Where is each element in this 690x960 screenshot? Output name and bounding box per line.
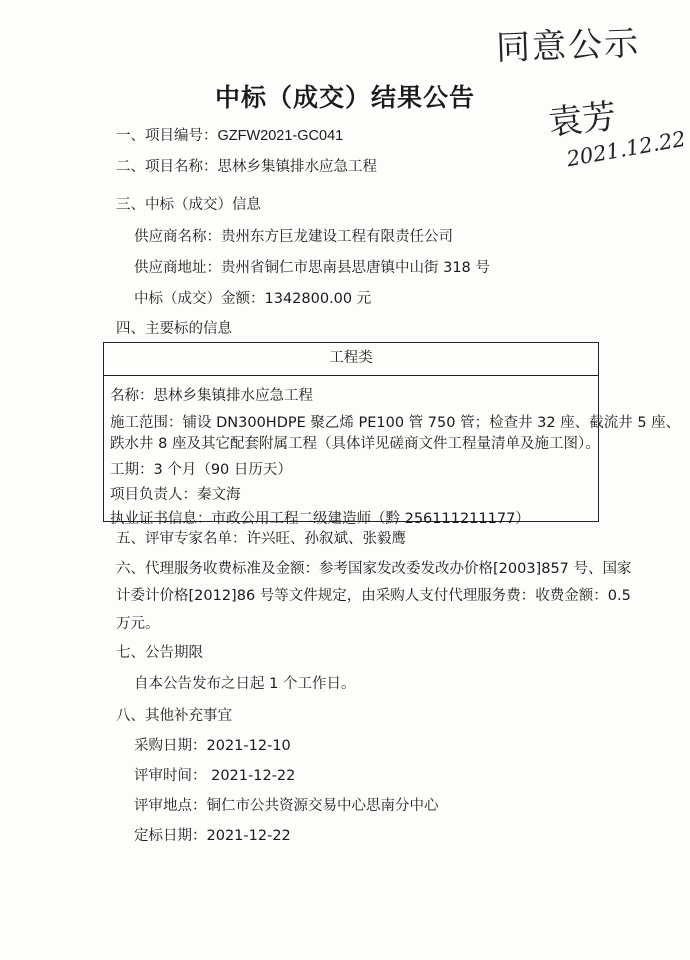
- main-info-heading: 四、主要标的信息: [116, 321, 232, 337]
- table-scope-line1: 施工范围：铺设 DN300HDPE 聚乙烯 PE100 管 750 管；检查井 32 座、截流井 5 座、: [110, 415, 681, 431]
- table-header: 工程类: [104, 343, 598, 376]
- review-place: 评审地点：铜仁市公共资源交易中心思南分中心: [134, 798, 439, 814]
- table-project-name: 名称：思林乡集镇排水应急工程: [110, 388, 313, 404]
- project-name-label: 二、项目名称：: [116, 159, 218, 175]
- table-manager: 项目负责人：秦文海: [110, 487, 241, 503]
- handwritten-approval: 同意公示: [495, 23, 641, 69]
- other-heading: 八、其他补充事宜: [116, 708, 232, 724]
- award-amount: 中标（成交）金额：1342800.00 元: [134, 291, 372, 307]
- table-scope-line2: 跌水井 8 座及其它配套附属工程（具体详见磋商文件工程量清单及施工图）。: [110, 436, 600, 452]
- page-title: 中标（成交）结果公告: [214, 83, 475, 112]
- handwritten-date: 2021.12.22: [564, 126, 688, 172]
- notice-period-text: 自本公告发布之日起 1 个工作日。: [134, 676, 356, 692]
- award-date: 定标日期：2021-12-22: [134, 828, 291, 844]
- table-duration: 工期：3 个月（90 日历天）: [110, 462, 292, 478]
- project-number-value: GZFW2021-GC041: [217, 128, 344, 144]
- project-number-label: 一、项目编号：: [116, 128, 218, 144]
- handwritten-signature: 袁芳: [546, 96, 619, 144]
- project-name: [116, 155, 377, 176]
- agency-fee-line2: 计委计价格[2012]86 号等文件规定，由采购人支付代理服务费：收费金额：0.5: [116, 588, 631, 604]
- project-name-value: 思林乡集镇排水应急工程: [217, 159, 377, 175]
- main-info-table: [103, 342, 681, 527]
- table-license: 执业证书信息：市政公用工程二级建造师（黔 256111211177）: [110, 511, 530, 527]
- winner-heading: 三、中标（成交）信息: [116, 197, 261, 213]
- expert-list: 五、评审专家名单：许兴旺、孙叙斌、张毅鹰: [116, 531, 406, 547]
- agency-fee-line3: 万元。: [116, 616, 160, 632]
- purchase-date: 采购日期：2021-12-10: [134, 738, 291, 754]
- supplier-name: 供应商名称：贵州东方巨龙建设工程有限责任公司: [134, 229, 453, 245]
- agency-fee-line1: 六、代理服务收费标准及金额：参考国家发改委发改办价格[2003]857 号、国家: [116, 561, 632, 577]
- project-number: [116, 124, 343, 145]
- supplier-address: 供应商地址：贵州省铜仁市思南县思唐镇中山街 318 号: [134, 260, 490, 276]
- notice-period-heading: 七、公告期限: [116, 645, 203, 661]
- review-time: 评审时间： 2021-12-22: [134, 768, 296, 784]
